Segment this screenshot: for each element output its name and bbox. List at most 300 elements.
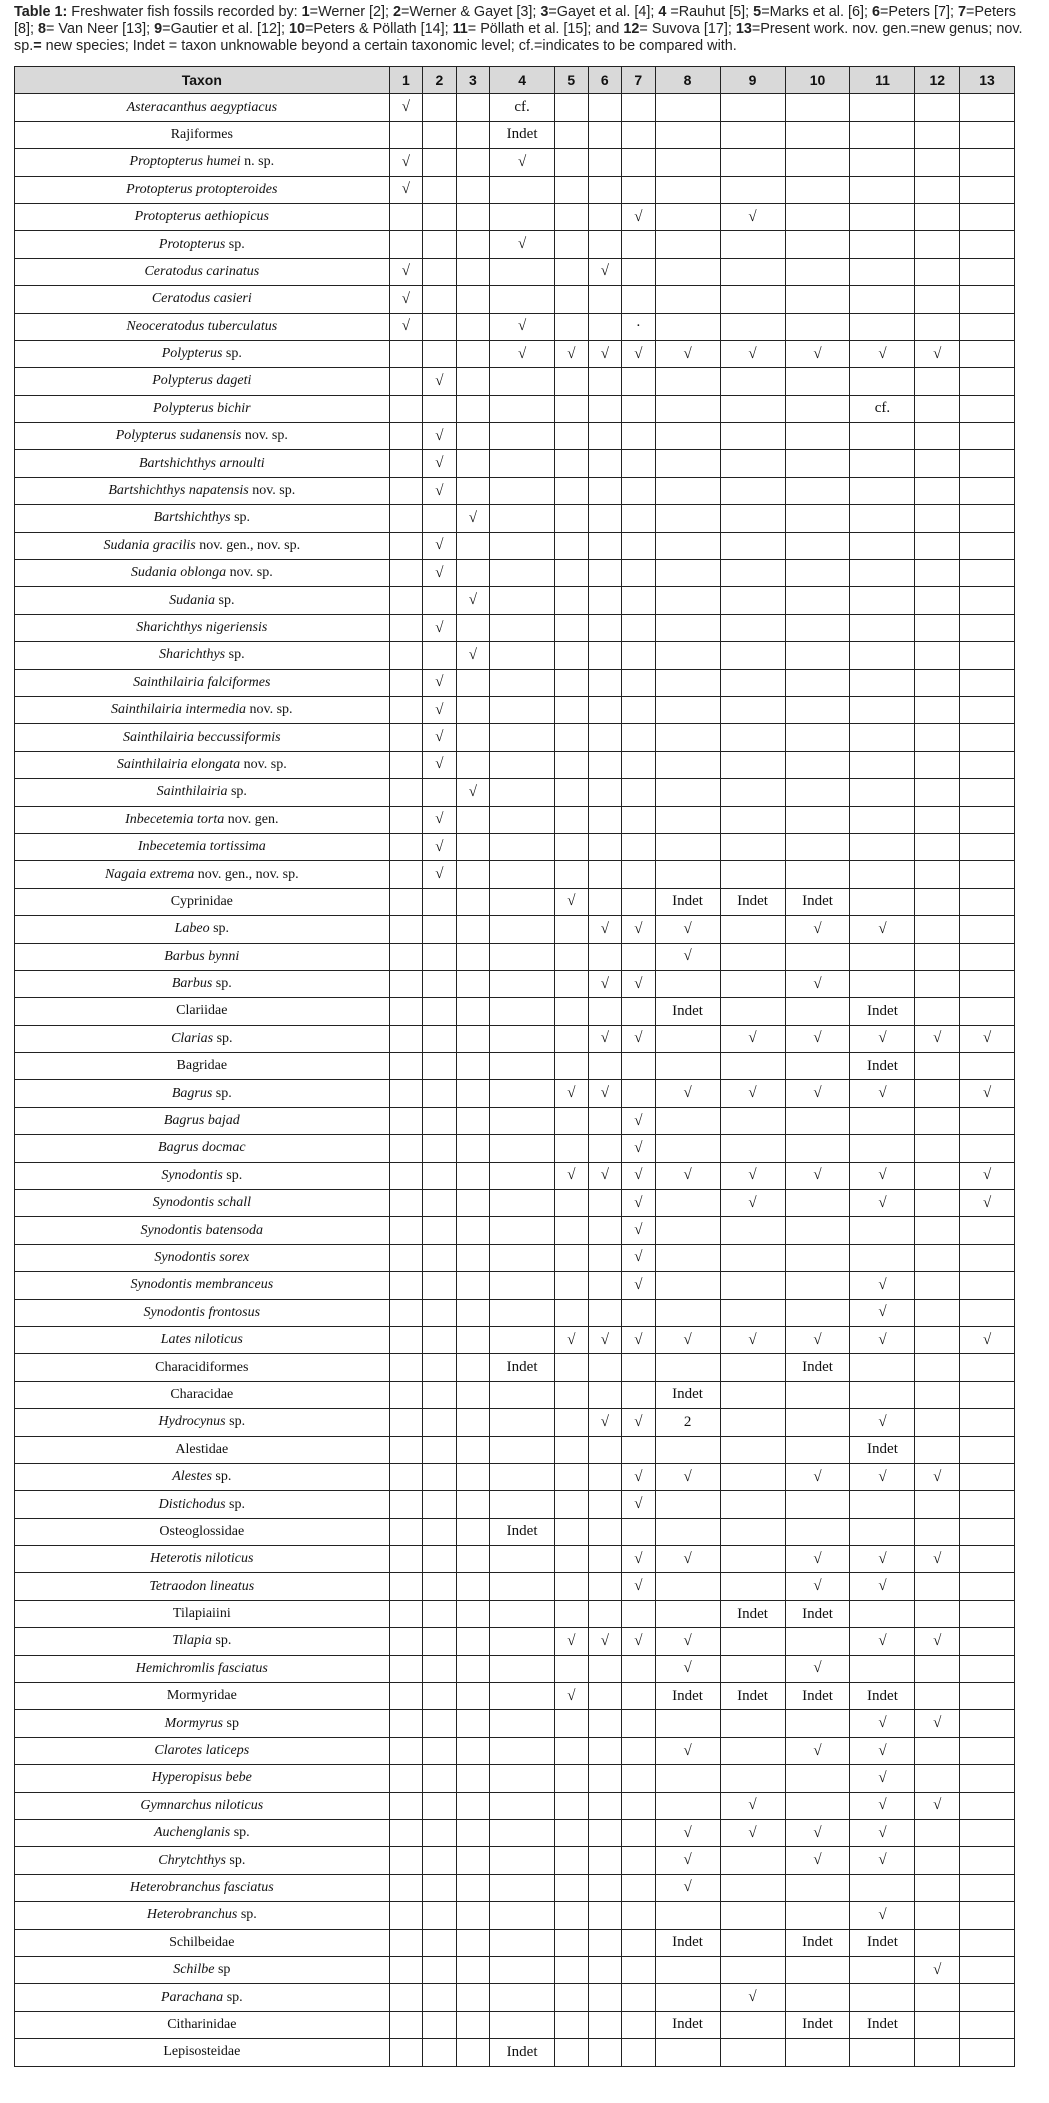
record-cell: √ <box>655 340 720 367</box>
record-cell: √ <box>655 916 720 943</box>
record-cell <box>720 1518 785 1545</box>
record-cell <box>915 1080 960 1107</box>
record-cell <box>588 176 622 203</box>
record-cell <box>588 1929 622 1956</box>
record-cell <box>960 1436 1015 1463</box>
record-cell <box>915 1326 960 1353</box>
taxon-qualifier: sp <box>223 1715 239 1731</box>
caption-segment: =Rauhut [5]; <box>666 4 754 20</box>
record-cell <box>423 1655 457 1682</box>
record-cell <box>555 1491 589 1518</box>
record-cell <box>588 614 622 641</box>
record-cell <box>555 477 589 504</box>
record-cell <box>456 1463 490 1490</box>
taxon-cell <box>15 368 390 395</box>
record-cell: √ <box>588 258 622 285</box>
table-row <box>15 1107 1015 1134</box>
record-cell: √ <box>622 1573 656 1600</box>
taxon-name: Protopterus <box>158 236 226 252</box>
record-cell <box>720 1956 785 1983</box>
record-cell <box>622 1737 656 1764</box>
record-cell <box>423 1135 457 1162</box>
record-cell <box>622 1436 656 1463</box>
record-cell <box>655 258 720 285</box>
taxon-name: Sainthilairia falciformes <box>133 674 271 690</box>
record-cell <box>915 696 960 723</box>
record-cell <box>850 587 915 614</box>
table-row <box>15 1956 1015 1983</box>
record-cell <box>423 1710 457 1737</box>
taxon-name: Alestes <box>172 1469 212 1485</box>
record-cell: √ <box>655 1546 720 1573</box>
record-cell <box>555 1765 589 1792</box>
table-row <box>15 1710 1015 1737</box>
record-cell: √ <box>960 1326 1015 1353</box>
table-row <box>15 2039 1015 2066</box>
table-row <box>15 1902 1015 1929</box>
taxon-name: Synodontis batensoda <box>140 1222 264 1238</box>
record-cell <box>490 861 555 888</box>
record-cell <box>456 1546 490 1573</box>
record-cell <box>555 423 589 450</box>
table-row <box>15 1874 1015 1901</box>
record-cell: √ <box>622 1628 656 1655</box>
record-cell <box>555 1820 589 1847</box>
taxon-cell <box>15 669 390 696</box>
record-cell <box>655 286 720 313</box>
record-cell <box>622 395 656 422</box>
record-cell <box>785 614 850 641</box>
taxon-cell <box>15 1053 390 1080</box>
caption-segment: 11 <box>452 21 468 37</box>
record-cell <box>456 2039 490 2066</box>
taxon-qualifier: sp. <box>230 1825 250 1841</box>
taxon-qualifier: sp <box>214 1962 231 1978</box>
record-cell <box>785 1244 850 1271</box>
record-cell <box>588 1491 622 1518</box>
record-cell <box>389 1518 423 1545</box>
taxon-cell <box>15 1025 390 1052</box>
record-cell <box>720 696 785 723</box>
record-cell: √ <box>655 1080 720 1107</box>
record-cell <box>960 340 1015 367</box>
taxon-cell <box>15 1463 390 1490</box>
caption-segment: 13 <box>735 21 752 37</box>
record-cell <box>960 861 1015 888</box>
record-cell <box>456 477 490 504</box>
record-cell <box>588 751 622 778</box>
record-cell <box>785 477 850 504</box>
record-cell <box>389 1217 423 1244</box>
fish-fossil-table <box>14 66 1015 2067</box>
record-cell <box>915 94 960 121</box>
record-cell <box>456 1874 490 1901</box>
record-cell <box>915 1491 960 1518</box>
table-row <box>15 1683 1015 1710</box>
record-cell <box>915 1573 960 1600</box>
taxon-cell <box>15 1107 390 1134</box>
record-cell <box>389 1272 423 1299</box>
header-source-8: 8 <box>655 67 720 94</box>
record-cell <box>655 203 720 230</box>
record-cell <box>915 176 960 203</box>
record-cell <box>555 861 589 888</box>
record-cell: √ <box>555 1683 589 1710</box>
taxon-cell <box>15 1874 390 1901</box>
record-cell <box>622 94 656 121</box>
table-row <box>15 2011 1015 2038</box>
record-cell <box>389 1463 423 1490</box>
record-cell <box>850 286 915 313</box>
record-cell <box>490 2011 555 2038</box>
record-cell <box>785 1436 850 1463</box>
taxon-name: Clariidae <box>176 1003 228 1019</box>
record-cell <box>720 1710 785 1737</box>
record-cell <box>423 1956 457 1983</box>
record-cell <box>720 1655 785 1682</box>
record-cell <box>456 423 490 450</box>
record-cell <box>423 1053 457 1080</box>
record-cell <box>785 998 850 1025</box>
record-cell: √ <box>785 1162 850 1189</box>
caption-segment: =Present work. nov. gen.=new genus; nov. sp. <box>14 21 1023 54</box>
record-cell <box>423 94 457 121</box>
taxon-cell <box>15 1929 390 1956</box>
record-cell <box>456 970 490 997</box>
record-cell <box>555 1436 589 1463</box>
record-cell <box>960 423 1015 450</box>
record-cell <box>655 1025 720 1052</box>
header-source-6: 6 <box>588 67 622 94</box>
taxon-name: Characidiformes <box>155 1359 249 1375</box>
record-cell <box>960 779 1015 806</box>
record-cell <box>423 1080 457 1107</box>
record-cell <box>655 970 720 997</box>
record-cell <box>456 203 490 230</box>
taxon-name: Chrytchthys <box>158 1852 226 1868</box>
record-cell <box>389 1765 423 1792</box>
record-cell <box>456 1792 490 1819</box>
record-cell <box>389 1956 423 1983</box>
taxon-cell <box>15 1820 390 1847</box>
record-cell: √ <box>423 833 457 860</box>
record-cell <box>960 1956 1015 1983</box>
record-cell: Indet <box>850 998 915 1025</box>
record-cell <box>622 149 656 176</box>
record-cell: √ <box>850 1765 915 1792</box>
record-cell <box>785 1190 850 1217</box>
record-cell: cf. <box>850 395 915 422</box>
record-cell <box>655 368 720 395</box>
record-cell <box>423 998 457 1025</box>
record-cell <box>490 642 555 669</box>
record-cell <box>456 1272 490 1299</box>
record-cell <box>588 313 622 340</box>
record-cell <box>490 1244 555 1271</box>
record-cell <box>720 505 785 532</box>
record-cell <box>423 1600 457 1627</box>
table-row <box>15 1217 1015 1244</box>
record-cell: √ <box>622 1025 656 1052</box>
taxon-cell <box>15 340 390 367</box>
taxon-name: Sainthilairia <box>156 784 228 800</box>
record-cell <box>720 1244 785 1271</box>
taxon-cell <box>15 532 390 559</box>
record-cell <box>456 1847 490 1874</box>
record-cell <box>655 313 720 340</box>
header-source-5: 5 <box>555 67 589 94</box>
record-cell <box>389 751 423 778</box>
table-row <box>15 1737 1015 1764</box>
record-cell: √ <box>622 1107 656 1134</box>
record-cell <box>850 203 915 230</box>
record-cell <box>389 1929 423 1956</box>
header-row <box>15 67 1015 94</box>
record-cell <box>720 1874 785 1901</box>
record-cell <box>915 779 960 806</box>
record-cell <box>915 751 960 778</box>
taxon-cell <box>15 1628 390 1655</box>
record-cell: √ <box>720 1326 785 1353</box>
record-cell <box>622 477 656 504</box>
record-cell <box>915 1929 960 1956</box>
caption-segment: = <box>33 38 42 54</box>
record-cell <box>389 806 423 833</box>
record-cell <box>655 121 720 148</box>
record-cell <box>622 450 656 477</box>
record-cell: √ <box>389 258 423 285</box>
taxon-cell <box>15 1217 390 1244</box>
taxon-name: Proptopterus humei <box>129 154 241 170</box>
record-cell: √ <box>423 450 457 477</box>
taxon-name: Schilbeidae <box>169 1934 235 1950</box>
record-cell <box>423 149 457 176</box>
record-cell: √ <box>622 1190 656 1217</box>
record-cell <box>456 669 490 696</box>
record-cell <box>423 1683 457 1710</box>
taxon-qualifier: sp. <box>222 1167 243 1183</box>
record-cell <box>960 833 1015 860</box>
record-cell <box>389 1299 423 1326</box>
record-cell <box>850 614 915 641</box>
taxon-name: Gymnarchus niloticus <box>140 1797 264 1813</box>
record-cell <box>915 1984 960 2011</box>
record-cell <box>655 1956 720 1983</box>
taxon-name: Synodontis membranceus <box>130 1277 274 1293</box>
record-cell <box>555 614 589 641</box>
table-row <box>15 121 1015 148</box>
record-cell <box>622 943 656 970</box>
record-cell <box>960 998 1015 1025</box>
record-cell <box>785 696 850 723</box>
record-cell <box>588 286 622 313</box>
record-cell: √ <box>850 1272 915 1299</box>
record-cell <box>850 669 915 696</box>
record-cell: √ <box>850 1299 915 1326</box>
record-cell <box>785 861 850 888</box>
taxon-name: Labeo <box>174 921 210 937</box>
table-row <box>15 1244 1015 1271</box>
record-cell <box>720 450 785 477</box>
record-cell <box>423 1765 457 1792</box>
record-cell <box>456 1600 490 1627</box>
record-cell <box>555 1135 589 1162</box>
record-cell <box>588 368 622 395</box>
caption-segment: =Werner [2]; <box>309 4 393 20</box>
record-cell <box>720 231 785 258</box>
record-cell <box>555 505 589 532</box>
taxon-name: Sudania <box>169 592 216 608</box>
taxon-name: Polypterus dageti <box>152 373 252 389</box>
record-cell <box>490 888 555 915</box>
caption-segment: =Peters [7]; <box>879 4 958 20</box>
record-cell <box>720 1381 785 1408</box>
record-cell <box>588 1683 622 1710</box>
record-cell <box>456 258 490 285</box>
record-cell <box>389 1874 423 1901</box>
record-cell <box>423 1546 457 1573</box>
record-cell <box>720 943 785 970</box>
record-cell: √ <box>655 943 720 970</box>
record-cell <box>490 806 555 833</box>
record-cell <box>655 1107 720 1134</box>
taxon-name: Bartshichthys arnoulti <box>138 455 265 471</box>
record-cell <box>423 1628 457 1655</box>
record-cell <box>555 1737 589 1764</box>
record-cell: √ <box>915 340 960 367</box>
taxon-qualifier: sp. <box>225 1496 245 1512</box>
table-row <box>15 1381 1015 1408</box>
table-row <box>15 1299 1015 1326</box>
taxon-cell <box>15 286 390 313</box>
record-cell <box>389 779 423 806</box>
record-cell <box>720 1573 785 1600</box>
caption-segment: =Marks et al. [6]; <box>761 4 872 20</box>
record-cell <box>960 1354 1015 1381</box>
record-cell <box>960 943 1015 970</box>
record-cell <box>622 1655 656 1682</box>
table-row <box>15 368 1015 395</box>
record-cell <box>850 149 915 176</box>
caption-segment: = Pöllath et al. [15]; and <box>467 21 624 37</box>
taxon-qualifier: n. sp. <box>240 154 275 170</box>
record-cell <box>555 1107 589 1134</box>
taxon-qualifier: sp. <box>223 1989 243 2005</box>
record-cell: Indet <box>655 888 720 915</box>
taxon-cell <box>15 806 390 833</box>
record-cell <box>960 1546 1015 1573</box>
record-cell <box>622 1600 656 1627</box>
record-cell: √ <box>555 1326 589 1353</box>
record-cell <box>490 1135 555 1162</box>
record-cell <box>389 587 423 614</box>
record-cell <box>456 395 490 422</box>
record-cell: √ <box>785 1820 850 1847</box>
record-cell <box>785 1217 850 1244</box>
record-cell <box>490 1765 555 1792</box>
taxon-cell <box>15 1381 390 1408</box>
record-cell <box>655 560 720 587</box>
table-row <box>15 1135 1015 1162</box>
record-cell <box>915 998 960 1025</box>
record-cell <box>850 423 915 450</box>
record-cell <box>915 888 960 915</box>
record-cell <box>588 1244 622 1271</box>
record-cell: √ <box>785 916 850 943</box>
record-cell <box>588 1518 622 1545</box>
record-cell <box>555 94 589 121</box>
header-source-11: 11 <box>850 67 915 94</box>
record-cell: √ <box>389 313 423 340</box>
record-cell <box>588 2039 622 2066</box>
record-cell <box>720 1107 785 1134</box>
record-cell <box>555 806 589 833</box>
table-row <box>15 477 1015 504</box>
table-row <box>15 505 1015 532</box>
record-cell <box>720 1765 785 1792</box>
taxon-name: Polypterus bichir <box>153 400 251 416</box>
record-cell <box>490 1628 555 1655</box>
record-cell <box>915 943 960 970</box>
table-row <box>15 258 1015 285</box>
record-cell <box>588 1354 622 1381</box>
record-cell <box>785 1491 850 1518</box>
taxon-cell <box>15 724 390 751</box>
taxon-qualifier: sp. <box>237 1907 257 1923</box>
record-cell <box>588 1792 622 1819</box>
record-cell <box>555 313 589 340</box>
record-cell <box>622 1792 656 1819</box>
record-cell <box>622 806 656 833</box>
taxon-cell <box>15 1655 390 1682</box>
table-row <box>15 286 1015 313</box>
caption-segment: 10 <box>288 21 305 37</box>
record-cell <box>655 696 720 723</box>
taxon-cell <box>15 1409 390 1436</box>
record-cell <box>850 943 915 970</box>
record-cell: √ <box>588 1628 622 1655</box>
record-cell <box>423 779 457 806</box>
record-cell <box>490 1792 555 1819</box>
record-cell <box>960 1847 1015 1874</box>
record-cell <box>622 1354 656 1381</box>
record-cell <box>850 751 915 778</box>
record-cell <box>622 1765 656 1792</box>
record-cell <box>423 1573 457 1600</box>
record-cell <box>785 669 850 696</box>
record-cell <box>555 1190 589 1217</box>
record-cell <box>915 614 960 641</box>
record-cell <box>456 1053 490 1080</box>
record-cell <box>720 286 785 313</box>
taxon-name: Protopterus aethiopicus <box>134 209 270 225</box>
record-cell <box>456 696 490 723</box>
taxon-cell <box>15 1272 390 1299</box>
record-cell <box>622 1080 656 1107</box>
record-cell <box>423 2039 457 2066</box>
record-cell <box>720 916 785 943</box>
taxon-cell <box>15 258 390 285</box>
record-cell <box>555 1792 589 1819</box>
record-cell <box>915 1381 960 1408</box>
taxon-cell <box>15 998 390 1025</box>
record-cell <box>490 1573 555 1600</box>
record-cell <box>456 1902 490 1929</box>
record-cell <box>915 669 960 696</box>
record-cell <box>588 1847 622 1874</box>
record-cell <box>423 1244 457 1271</box>
table-row <box>15 1190 1015 1217</box>
